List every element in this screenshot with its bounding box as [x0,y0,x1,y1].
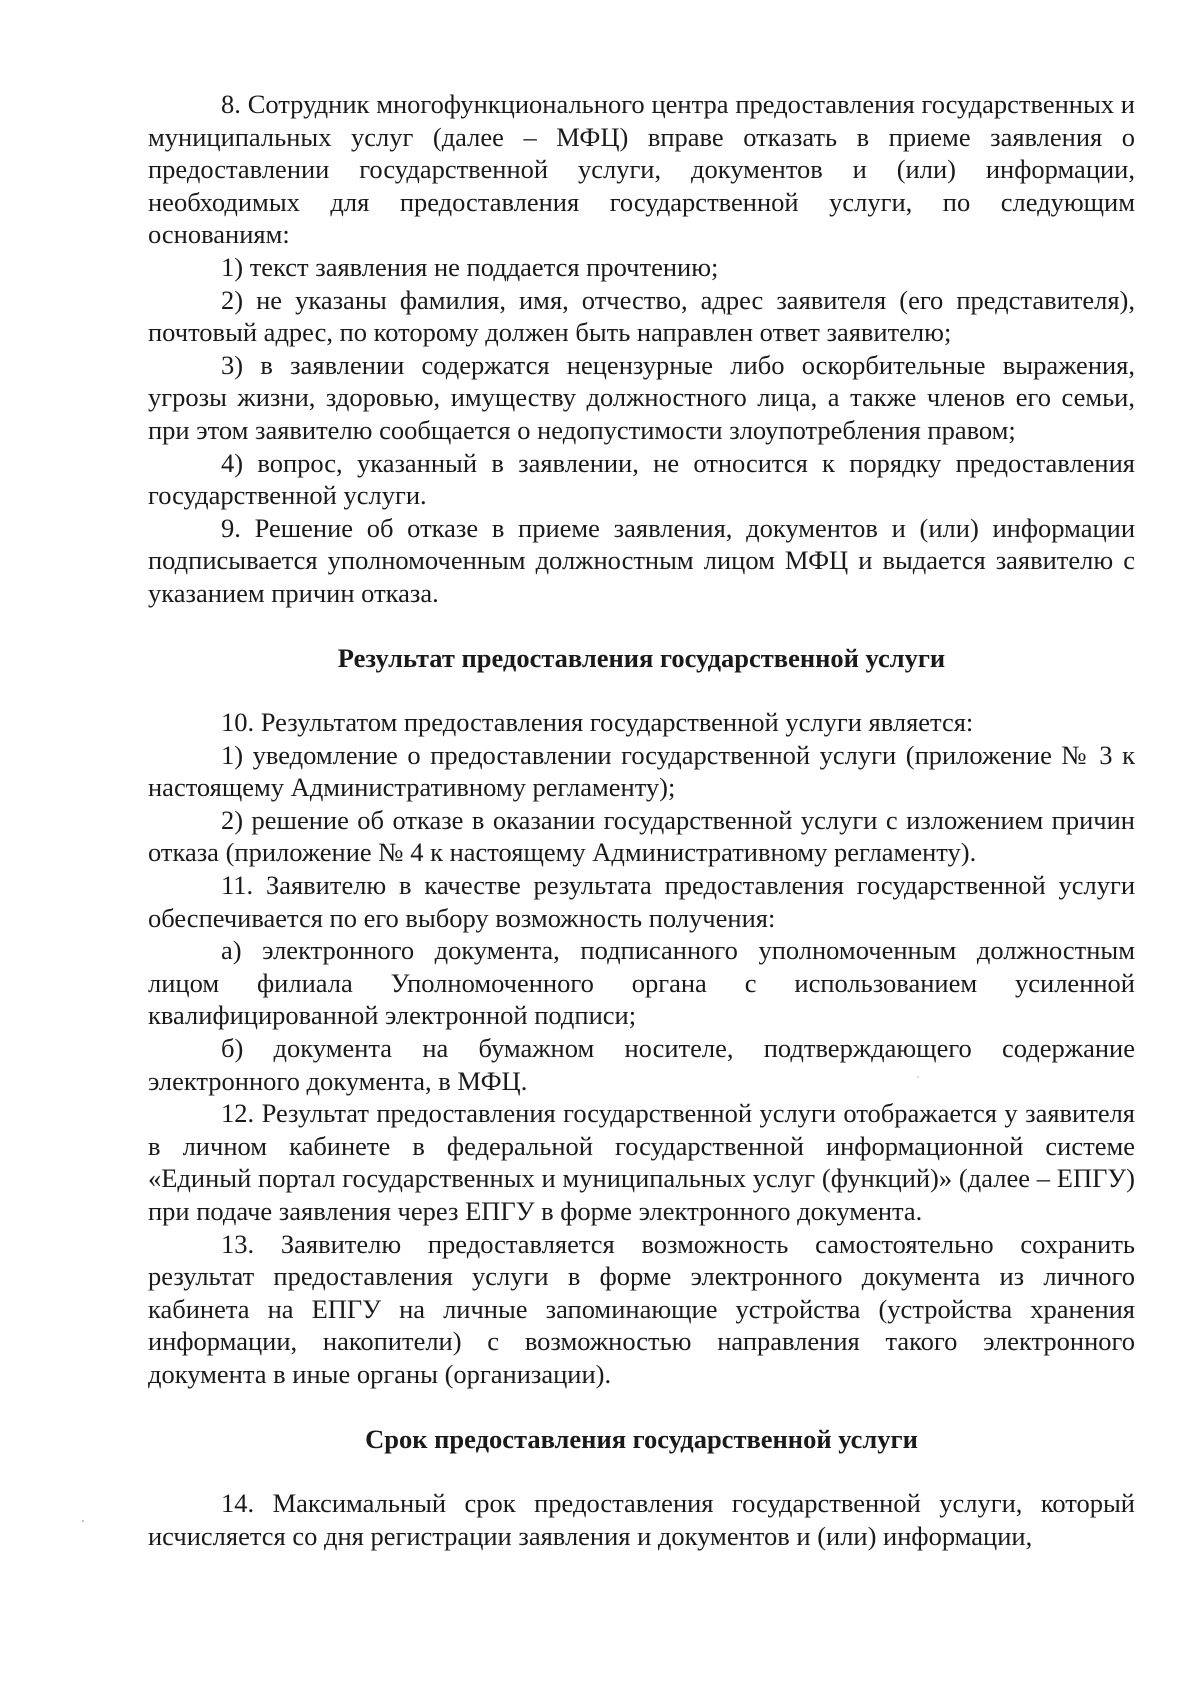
scan-speck [82,1520,84,1522]
list-item-3: 3) в заявлении содержатся нецензурные либо оскорбительные выражения, угрозы жизни, здоровью, имуществу должностного лица, а также членов его семьи, при этом заявителю сообщается о недопустимости злоупотребления правом; [148,349,1135,445]
section-heading-result: Результат предоставления государственной услуги [337,642,946,673]
list-item-2: 2) не указаны фамилия, имя, отчество, адрес заявителя (его представителя), почтовый адрес, по которому должен быть направлен ответ заявителю; [148,284,1135,348]
list-item-10-1: 1) уведомление о предоставлении государственной услуги (приложение № 3 к настоящему Административному регламенту); [148,739,1135,803]
section-gap [148,610,1135,642]
section-gap [148,1455,1135,1487]
section-heading-term: Срок предоставления государственной услуги [365,1423,918,1454]
paragraph-8: 8. Сотрудник многофункционального центра предоставления государственных и муниципальных услуг (далее – МФЦ) вправе отказать в приеме заявления о предоставлении государственной услуги, документов и (или) информации, необходимых для предоставления государственной услуги, по следующим основаниям: [148,89,1135,250]
paragraph-10: 10. Результатом предоставления государственной услуги является: [221,707,974,738]
section-gap [148,1391,1135,1423]
document-body [148,88,1135,1552]
section-gap [148,674,1135,706]
list-item-11-b: б) документа на бумажном носителе, подтверждающего содержание электронного документа, в МФЦ. [148,1033,1135,1096]
list-item-10-2: 2) решение об отказе в оказании государственной услуги с изложением причин отказа (приложение № 4 к настоящему Административному регламенту). [148,804,1135,868]
list-item-11-a: а) электронного документа, подписанного уполномоченным должностным лицом филиала Уполномоченного органа с использованием усиленной квалифицированной электронной подписи; [148,935,1135,1031]
list-item-4: 4) вопрос, указанный в заявлении, не относится к порядку предоставления государственной услуги. [148,447,1135,511]
paragraph-12: 12. Результат предоставления государственной услуги отображается у заявителя в личном кабинете в федеральной государственной информационной системе «Единый портал государственных и муниципальных услуг (функций)» (далее – ЕПГУ) при подаче заявления через ЕПГУ в форме электронного документа. [148,1098,1135,1226]
paragraph-13: 13. Заявителю предоставляется возможность самостоятельно сохранить результат предоставления услуги в форме электронного документа из личного кабинета на ЕПГУ на личные запоминающие устройства (устройства хранения информации, накопители) с возможностью направления такого электронного документа в иные органы (организации). [148,1228,1135,1389]
paragraph-11: 11. Заявителю в качестве результата предоставления государственной услуги обеспечивается по его выбору возможность получения: [148,870,1135,933]
paragraph-9: 9. Решение об отказе в приеме заявления, документов и (или) информации подписывается уполномоченным должностным лицом МФЦ и выдается заявителю с указанием причин отказа. [148,512,1135,608]
list-item-1: 1) текст заявления не поддается прочтению; [221,251,719,282]
paragraph-14: 14. Максимальный срок предоставления государственной услуги, который исчисляется со дня регистрации заявления и документов и (или) информации, [148,1488,1135,1551]
